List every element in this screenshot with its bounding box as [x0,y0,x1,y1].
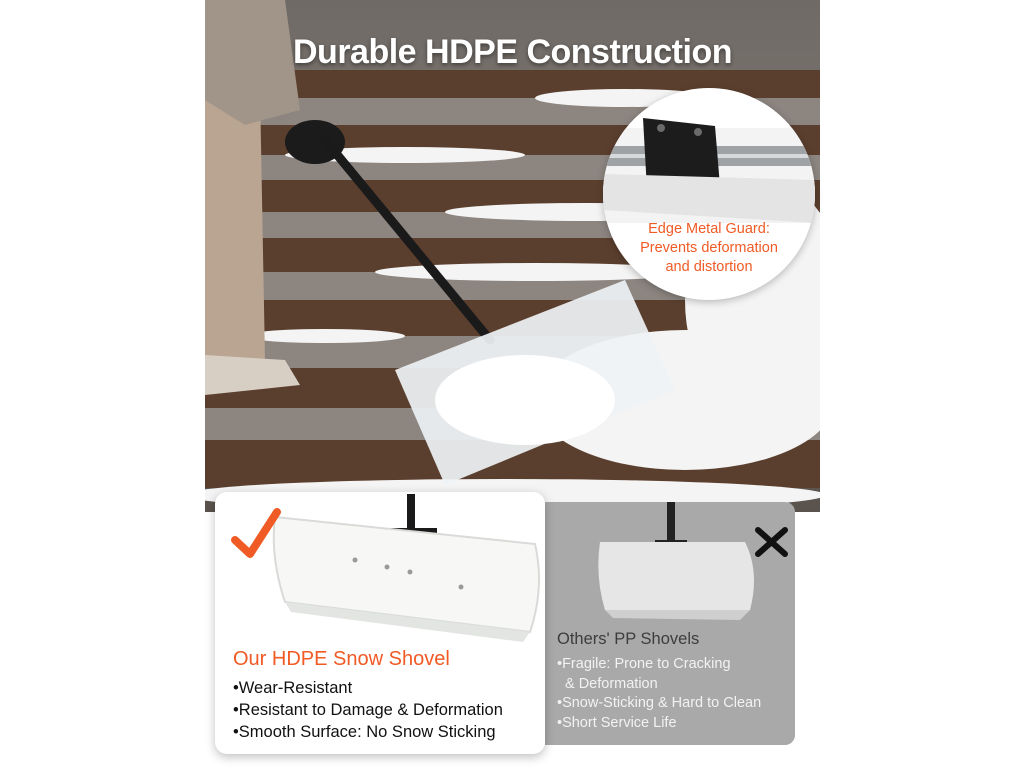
others-feature-list [557,655,761,733]
others-feature: •Fragile: Prone to Cracking [557,656,731,672]
others-feature: •Snow-Sticking & Hard to Clean [557,695,762,711]
callout-line: Prevents deformation [640,240,778,256]
others-title: Others' PP Shovels [557,630,700,648]
others-feature: & Deformation [565,675,658,692]
ours-feature: •Resistant to Damage & Deformation [233,701,503,719]
callout-line: and distortion [665,259,753,275]
callout-line: Edge Metal Guard: [648,221,770,237]
edge-guard-callout [603,88,815,300]
hero-title: Durable HDPE Construction [293,33,732,71]
callout-text [603,220,815,277]
others-feature: •Short Service Life [557,714,677,731]
ours-feature-list [233,677,503,743]
ours-title: Our HDPE Snow Shovel [233,648,450,670]
ours-feature: •Wear-Resistant [233,679,353,697]
ours-feature: •Smooth Surface: No Snow Sticking [233,723,496,741]
